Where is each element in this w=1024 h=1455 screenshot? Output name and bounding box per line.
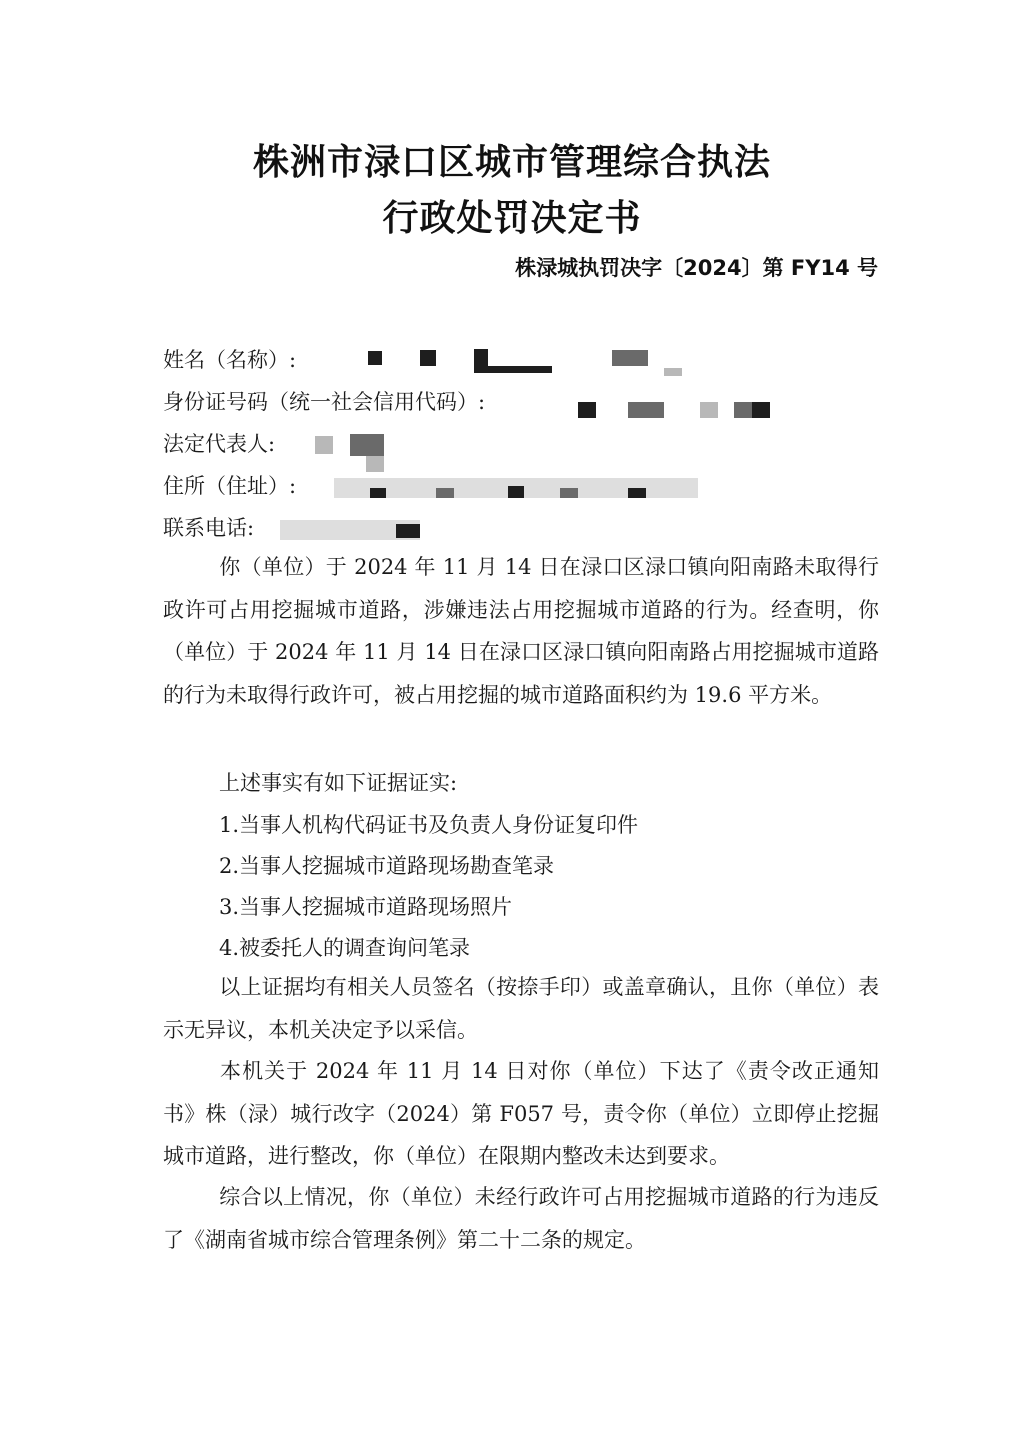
facts-text: 你（单位）于 2024 年 11 月 14 日在渌口区渌口镇向阳南路未取得行政许可占用挖掘城市道路，涉嫌违法占用挖掘城市道路的行为。经查明，你（单位）于 2024 年 11 月 14 日在渌口区渌口镇向阳南路占用挖掘城市道路的行为未取得行政许可，被占用挖掘的城市道路面积约为 19.6 平方米。 <box>163 555 879 707</box>
phone-label: 联系电话: <box>163 516 255 540</box>
document-title-line2: 行政处罚决定书 <box>382 198 642 239</box>
evidence-confirmation-text: 以上证据均有相关人员签名（按捺手印）或盖章确认，且你（单位）表示无异议，本机关决定予以采信。 <box>163 975 879 1042</box>
name-label: 姓名（名称）: <box>163 348 297 372</box>
conclusion-paragraph <box>163 1176 879 1261</box>
address-label: 住所（住址）: <box>163 474 297 498</box>
rectification-notice-text: 本机关于 2024 年 11 月 14 日对你（单位）下达了《责令改正通知书》株（渌）城行改字（2024）第 F057 号，责令你（单位）立即停止挖掘城市道路，进行整改，你（单位）在限期内整改未达到要求。 <box>163 1059 879 1168</box>
evidence-item: 4.被委托人的调查询问笔录 <box>219 936 471 960</box>
facts-paragraph <box>163 546 879 716</box>
evidence-item: 1.当事人机构代码证书及负责人身份证复印件 <box>219 813 639 837</box>
evidence-intro: 上述事实有如下证据证实: <box>219 771 458 795</box>
document-title-line1: 株洲市渌口区城市管理综合执法 <box>252 142 771 183</box>
document-number: 株渌城执罚决字〔2024〕第 FY14 号 <box>515 256 878 280</box>
evidence-confirmation-paragraph <box>163 966 879 1051</box>
rectification-notice-paragraph <box>163 1050 879 1178</box>
id-number-label: 身份证号码（统一社会信用代码）: <box>163 390 486 414</box>
evidence-item: 2.当事人挖掘城市道路现场勘查笔录 <box>219 854 555 878</box>
legal-representative-label: 法定代表人: <box>163 432 276 456</box>
conclusion-text: 综合以上情况，你（单位）未经行政许可占用挖掘城市道路的行为违反了《湖南省城市综合管理条例》第二十二条的规定。 <box>163 1185 879 1252</box>
evidence-item: 3.当事人挖掘城市道路现场照片 <box>219 895 513 919</box>
